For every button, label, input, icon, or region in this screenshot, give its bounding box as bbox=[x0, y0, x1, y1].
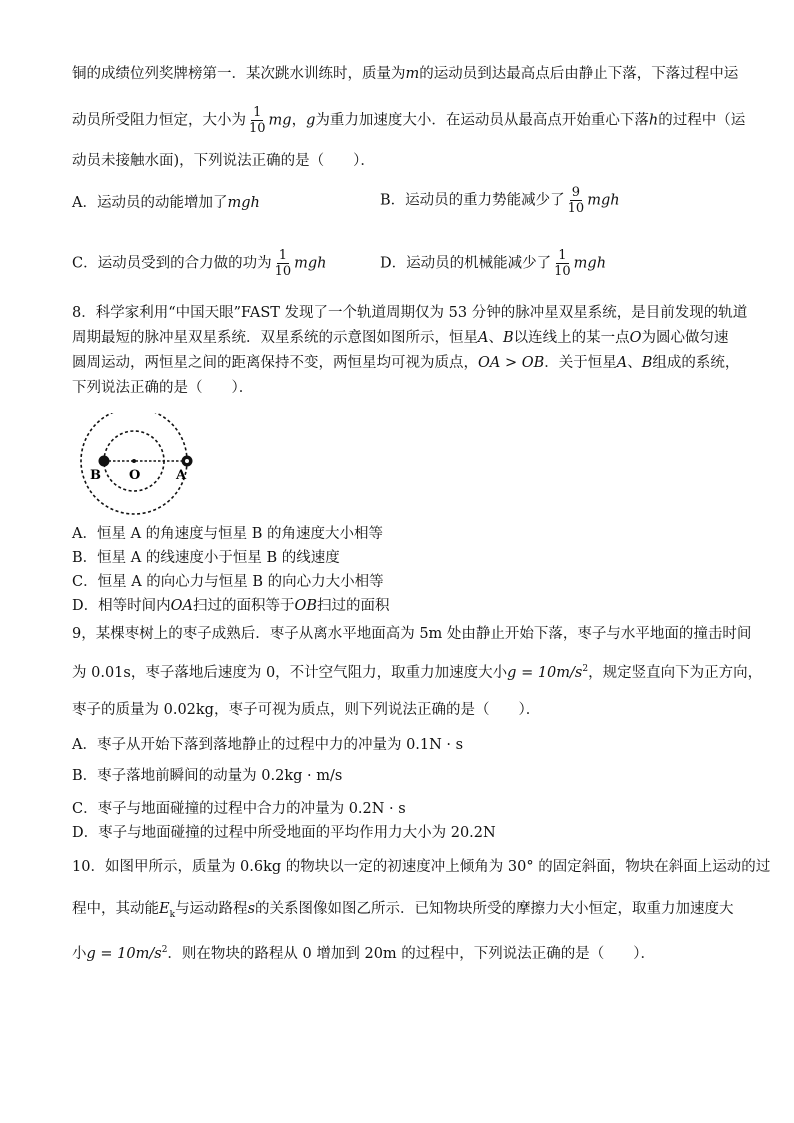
option-text: D．相等时间内 bbox=[72, 598, 171, 614]
q7-text: 为重力加速度大小．在运动员从最高点开始重心下落 bbox=[315, 112, 649, 129]
q8-option-b bbox=[72, 548, 340, 568]
q9-option-c bbox=[72, 799, 406, 819]
q8-option-c bbox=[72, 572, 384, 592]
q8-text: 组成的系统， bbox=[652, 355, 740, 371]
numerator: 9 bbox=[571, 185, 581, 200]
label-a: A bbox=[176, 468, 187, 483]
superscript: 2 bbox=[161, 945, 168, 955]
denominator: 10 bbox=[249, 121, 266, 136]
q10-line-3 bbox=[72, 940, 655, 964]
q9-text: 为 0.01s，枣子落地后速度为 0，不计空气阻力，取重力加速度大小 bbox=[72, 664, 508, 681]
q10-text: 程中，其动能 bbox=[72, 901, 159, 917]
q8-text: 以连线上的某一点 bbox=[513, 330, 630, 346]
option-text: A．恒星 A 的角速度与恒星 B 的角速度大小相等 bbox=[72, 526, 384, 542]
q9-line-2 bbox=[72, 659, 762, 683]
var-B: B bbox=[502, 330, 514, 346]
q7-text: 的运动员到达最高点后由静止下落，下落过程中运 bbox=[419, 66, 739, 82]
option-text: A．枣子从开始下落到落地静止的过程中力的冲量为 0.1N · s bbox=[72, 737, 464, 753]
q8-line-2 bbox=[72, 328, 729, 348]
denominator: 10 bbox=[554, 264, 571, 279]
q7-option-c bbox=[72, 248, 327, 279]
option-text: D．枣子与地面碰撞的过程中所受地面的平均作用力大小为 20.2N bbox=[72, 825, 496, 841]
q8-line-3 bbox=[72, 353, 739, 373]
fraction bbox=[273, 248, 294, 279]
q7-line-2 bbox=[72, 105, 745, 136]
option-text: C．枣子与地面碰撞的过程中合力的冲量为 0.2N · s bbox=[72, 801, 406, 817]
fraction bbox=[552, 248, 573, 279]
label-b: B bbox=[90, 468, 101, 483]
option-expr: mgh bbox=[587, 192, 620, 209]
option-text: B．运动员的重力势能减少了 bbox=[380, 192, 565, 209]
option-text: C．恒星 A 的向心力与恒星 B 的向心力大小相等 bbox=[72, 574, 384, 590]
q9-option-d bbox=[72, 823, 496, 843]
orbit-a-circle bbox=[81, 413, 187, 514]
q8-line-1 bbox=[72, 303, 747, 323]
option-expr: mgh bbox=[573, 255, 607, 272]
superscript: 2 bbox=[582, 664, 589, 674]
q8-text: 8．科学家利用“中国天眼”FAST 发现了一个轨道周期仅为 53 分钟的脉冲星双星系统，是目前发现的轨道 bbox=[72, 305, 748, 321]
condition: OA > OB bbox=[478, 355, 545, 371]
q9-option-b bbox=[72, 766, 342, 786]
numerator: 1 bbox=[278, 248, 287, 263]
var-B: B bbox=[641, 355, 653, 371]
var-O: O bbox=[629, 330, 642, 346]
option-text: 扫过的面积等于 bbox=[192, 598, 295, 614]
formula-g: g = 10m/s bbox=[86, 945, 162, 962]
var-A: A bbox=[616, 355, 628, 371]
var-s: s bbox=[247, 901, 256, 917]
q7-text: 铜的成绩位列奖牌榜第一．某次跳水训练时，质量为 bbox=[72, 66, 406, 82]
var-g: g bbox=[306, 112, 316, 129]
q8-text: 下列说法正确的是（ ）． bbox=[72, 380, 254, 396]
option-expr: mgh bbox=[294, 255, 327, 272]
var-mg: mg bbox=[268, 112, 292, 129]
q7-option-b bbox=[380, 185, 620, 216]
q7-line-1 bbox=[72, 64, 738, 84]
binary-star-diagram bbox=[78, 413, 214, 515]
fraction bbox=[566, 185, 587, 216]
denominator: 10 bbox=[274, 264, 292, 279]
q7-text: ， bbox=[291, 112, 307, 129]
option-text: C．运动员受到的合力做的功为 bbox=[72, 255, 272, 272]
q9-text: ，规定竖直向下为正方向， bbox=[588, 664, 763, 681]
var-h: h bbox=[648, 112, 659, 129]
q8-option-d bbox=[72, 596, 390, 616]
separator: 、 bbox=[488, 330, 503, 346]
q10-line-1 bbox=[72, 857, 770, 877]
q10-line-2 bbox=[72, 899, 734, 925]
q7-text: 动员未接触水面)，下列说法正确的是（ ）． bbox=[72, 153, 375, 169]
separator: 、 bbox=[627, 355, 642, 371]
option-expr: mgh bbox=[227, 195, 260, 211]
numerator: 1 bbox=[558, 248, 567, 263]
denominator: 10 bbox=[567, 201, 585, 216]
q8-line-4 bbox=[72, 378, 253, 398]
q9-text: 9，某棵枣树上的枣子成熟后．枣子从离水平地面高为 5m 处由静止开始下落，枣子与水平地面的撞击时间 bbox=[72, 626, 752, 642]
q10-text: 10．如图甲所示，质量为 0.6kg 的物块以一定的初速度冲上倾角为 30° 的固定斜面，物块在斜面上运动的过 bbox=[72, 859, 771, 875]
q10-text: 与运动路程 bbox=[175, 901, 248, 917]
var-Ek: E bbox=[159, 901, 170, 917]
q9-option-a bbox=[72, 735, 463, 755]
q8-option-a bbox=[72, 524, 383, 544]
numerator: 1 bbox=[253, 105, 262, 120]
option-text: B．枣子落地前瞬间的动量为 0.2kg · m/s bbox=[72, 768, 343, 784]
label-o: O bbox=[129, 468, 141, 483]
subscript: k bbox=[169, 909, 176, 920]
star-a-highlight bbox=[185, 459, 189, 463]
q10-text: ．则在物块的路程从 0 增加到 20m 的过程中，下列说法正确的是（ ）． bbox=[167, 945, 656, 962]
q8-text: ．关于恒星 bbox=[544, 355, 617, 371]
var-OB: OB bbox=[294, 598, 318, 614]
center-o-dot bbox=[132, 459, 136, 463]
q7-line-3 bbox=[72, 151, 375, 171]
var-A: A bbox=[478, 330, 489, 346]
option-text: 扫过的面积 bbox=[317, 598, 390, 614]
q7-text: 动员所受阻力恒定，大小为 bbox=[72, 112, 246, 129]
q7-text: 的过程中（运 bbox=[658, 112, 746, 129]
var-m: m bbox=[405, 66, 420, 82]
fraction bbox=[247, 105, 268, 136]
q7-option-a bbox=[72, 193, 260, 213]
var-OA: OA bbox=[170, 598, 193, 614]
q7-option-d bbox=[380, 248, 606, 279]
q8-text: 圆周运动，两恒星之间的距离保持不变，两恒星均可视为质点， bbox=[72, 355, 478, 371]
q9-line-3 bbox=[72, 700, 540, 720]
q8-text: 周期最短的脉冲星双星系统．双星系统的示意图如图所示，恒星 bbox=[72, 330, 478, 346]
q10-text: 小 bbox=[72, 945, 87, 962]
option-text: D．运动员的机械能减少了 bbox=[380, 255, 552, 272]
option-text: A．运动员的动能增加了 bbox=[72, 195, 228, 211]
star-b-dot bbox=[99, 456, 110, 467]
q8-text: 为圆心做匀速 bbox=[641, 330, 729, 346]
q10-text: 的关系图像如图乙所示．已知物块所受的摩擦力大小恒定，取重力加速度大 bbox=[255, 901, 734, 917]
q9-line-1 bbox=[72, 624, 751, 644]
option-text: B．恒星 A 的线速度小于恒星 B 的线速度 bbox=[72, 550, 340, 566]
q9-text: 枣子的质量为 0.02kg，枣子可视为质点，则下列说法正确的是（ ）． bbox=[72, 702, 541, 718]
formula-g: g = 10m/s bbox=[507, 664, 583, 681]
